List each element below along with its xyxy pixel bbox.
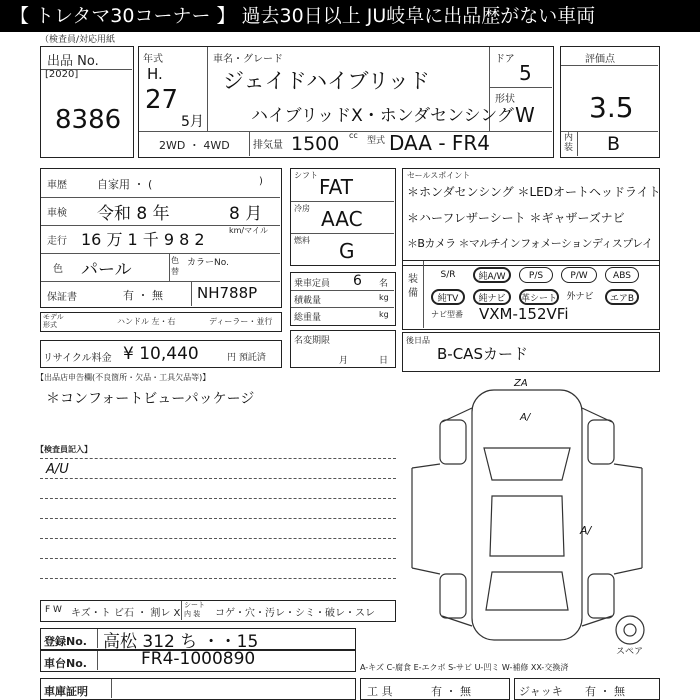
cooling-value: AAC [321,207,363,231]
displacement-label: 排気量 [253,140,283,151]
sales-point-2: ＊ハーフレザーシート ＊ギャザーズナビ [407,211,625,225]
specs-block [290,168,396,266]
interior-label: 内 装 [564,133,574,153]
jack-row [514,678,660,700]
recycle-unit: 円 預託済 [227,353,266,363]
equip-leather: 革シート [519,289,559,305]
km-unit: km/マイル [229,226,268,235]
color-no-label: カラーNo. [187,258,229,268]
model-label: 型式 [367,136,386,146]
inspection-value: 令和 8 年 [97,204,170,224]
mileage-value: 16 万 1 千 9 8 2 [81,230,205,249]
reg-change-block [290,330,396,368]
equip-abs: ABS [605,267,639,283]
interior-score: B [607,133,621,155]
equip-tv: 純TV [431,289,465,305]
load-unit: kg [379,293,389,302]
color-change: 色替 [171,256,179,276]
inspector-area [36,444,400,594]
damage-codes: A-キズ C-腐食 E-エクボ S-サビ U-凹ミ W-補修 XX-交換済 [360,663,569,672]
legend-seat-items: コゲ・穴・汚レ・シミ・破レ・スレ [215,608,375,619]
shape-label: 形状 [495,94,515,105]
score-label: 評価点 [585,54,615,65]
score-box [560,46,660,158]
grade: ハイブリッドX・ホンダセンシング [251,106,514,126]
jack-value: 有 ・ 無 [585,685,625,698]
banner-title: 【 トレタマ30コーナー 】 過去30日以上 JU岐阜に出品歴がない車両 [0,0,700,32]
lot-number: 8386 [55,105,122,135]
reg-change-label: 名変期限 [294,336,331,346]
seller-notes [36,372,282,432]
chassis-label: 車台No. [44,657,87,670]
spare-label: スペア [616,647,644,657]
inspector-label: 【検査員記入】 [36,445,92,454]
equip-power-steering: P/S [519,267,553,283]
legend-seat-label: シート 内 装 [184,601,205,618]
jack-label: ジャッキ [519,685,563,698]
car-name: ジェイドハイブリッド [223,69,430,93]
partial-note: （検査員/対応用紙 [40,35,116,45]
inspector-note: A/U [46,462,69,477]
equipment-block [402,260,660,330]
legend-fw: F W [45,605,62,615]
tools-value: 有 ・ 無 [431,685,471,698]
equip-airbag: エアB [605,289,639,305]
model-type-label: モデル 形式 [43,313,64,329]
followup-block [402,332,660,372]
history-block [40,168,282,308]
side-mark: A/ [580,524,592,537]
capacity-block [290,272,396,326]
plate-value: 高松 312 ち ・・15 [103,632,259,652]
reg-change-day: 日 [379,356,389,366]
auction-sheet [0,32,700,700]
era: H. [147,65,163,83]
lot-box [40,46,134,158]
cc-unit: cc [349,131,358,140]
inspection-month: 8 月 [229,204,263,224]
hood-mark: A/ [520,412,531,423]
followup-value: B-CASカード [437,345,528,363]
equip-ext-navi: 外ナビ [566,292,594,302]
shift-value: FAT [319,175,354,199]
fuel-value: G [339,239,355,263]
recycle-label: リサイクル料金 [43,353,112,364]
drive-type: 2WD ・ 4WD [159,139,230,152]
damage-diagram [402,378,660,658]
warranty-label: 保証書 [47,292,77,303]
lot-label: 出品 No. [47,54,99,69]
fuel-label: 燃料 [294,236,310,245]
equipment-label: 装 備 [408,274,418,299]
model-type-row [40,312,282,332]
nav-model: VXM-152VFi [479,305,569,323]
handle-label: ハンドル 左・右 [117,317,176,326]
sales-points-label: セールスポイント [407,171,471,180]
model-month: 5月 [181,114,204,130]
history-label: 車歴 [47,180,67,191]
tools-label: 工 具 [367,685,393,698]
sales-point-3: ＊Bカメラ ＊マルチインフォメーションディスプレイ [407,237,653,250]
weight-unit: kg [379,310,389,319]
color-label: 色 [53,264,63,275]
garage-proof-row [40,678,356,700]
equip-power-windows: P/W [561,267,597,283]
plate-row [40,628,356,650]
front-mark: ZA [514,378,528,389]
name-label: 車名・グレード [213,54,283,65]
weight-label: 総重量 [294,313,322,323]
color-value: パール [81,260,132,280]
shift-label: シフト [294,171,318,180]
equip-alloy-wheels: 純A/W [473,267,511,283]
plate-label: 登録No. [44,635,87,648]
tools-row [360,678,510,700]
score: 3.5 [589,91,634,124]
doors-label: ドア [495,54,515,65]
recycle-value: ¥ 10,440 [123,344,199,364]
capacity-unit: 名 [379,279,389,289]
color-no: NH788P [197,284,258,302]
legend-row [40,600,396,622]
capacity-label: 乗車定員 [294,279,331,289]
mileage-label: 走行 [47,236,67,247]
seller-notes-label: 【出品店申告欄(不良箇所・欠品・工具欠品等)】 [36,373,211,382]
reg-change-month: 月 [339,356,349,366]
garage-proof-label: 車庫証明 [44,685,88,698]
followup-label: 後日品 [406,336,430,345]
cooling-label: 冷房 [294,204,310,213]
capacity-value: 6 [353,273,362,289]
nav-model-label: ナビ型番 [431,310,463,319]
legend-scratch: キズ・ト ビ石 ・ 割レ X [71,608,181,619]
history-close: ) [259,176,263,187]
year-label: 年式 [143,54,163,65]
equip-navi: 純ナビ [473,289,511,305]
chassis-row [40,650,356,672]
seller-notes-text: ＊コンフォートビューパッケージ [46,391,255,407]
car-outline [402,378,660,658]
equip-sr: S/R [440,270,456,280]
recycle-row [40,340,282,368]
model-code: DAA - FR4 [389,131,491,155]
sales-points-block [402,168,660,266]
displacement: 1500 [291,133,340,155]
year-tag: [2020] [45,69,79,80]
load-label: 積載量 [294,296,322,306]
shape: W [515,103,535,127]
inspection-label: 車検 [47,208,67,219]
chassis-value: FR4-1000890 [141,649,256,669]
dealer-label: ディーラー・並行 [209,317,273,326]
sales-point-1: ＊ホンダセンシング ＊LEDオートヘッドライト [407,185,661,199]
doors: 5 [519,61,532,85]
vehicle-header-box [138,46,554,158]
history-value: 自家用 ・ ( [97,178,153,191]
model-year: 27 [145,85,179,115]
warranty-value: 有 ・ 無 [123,289,163,302]
